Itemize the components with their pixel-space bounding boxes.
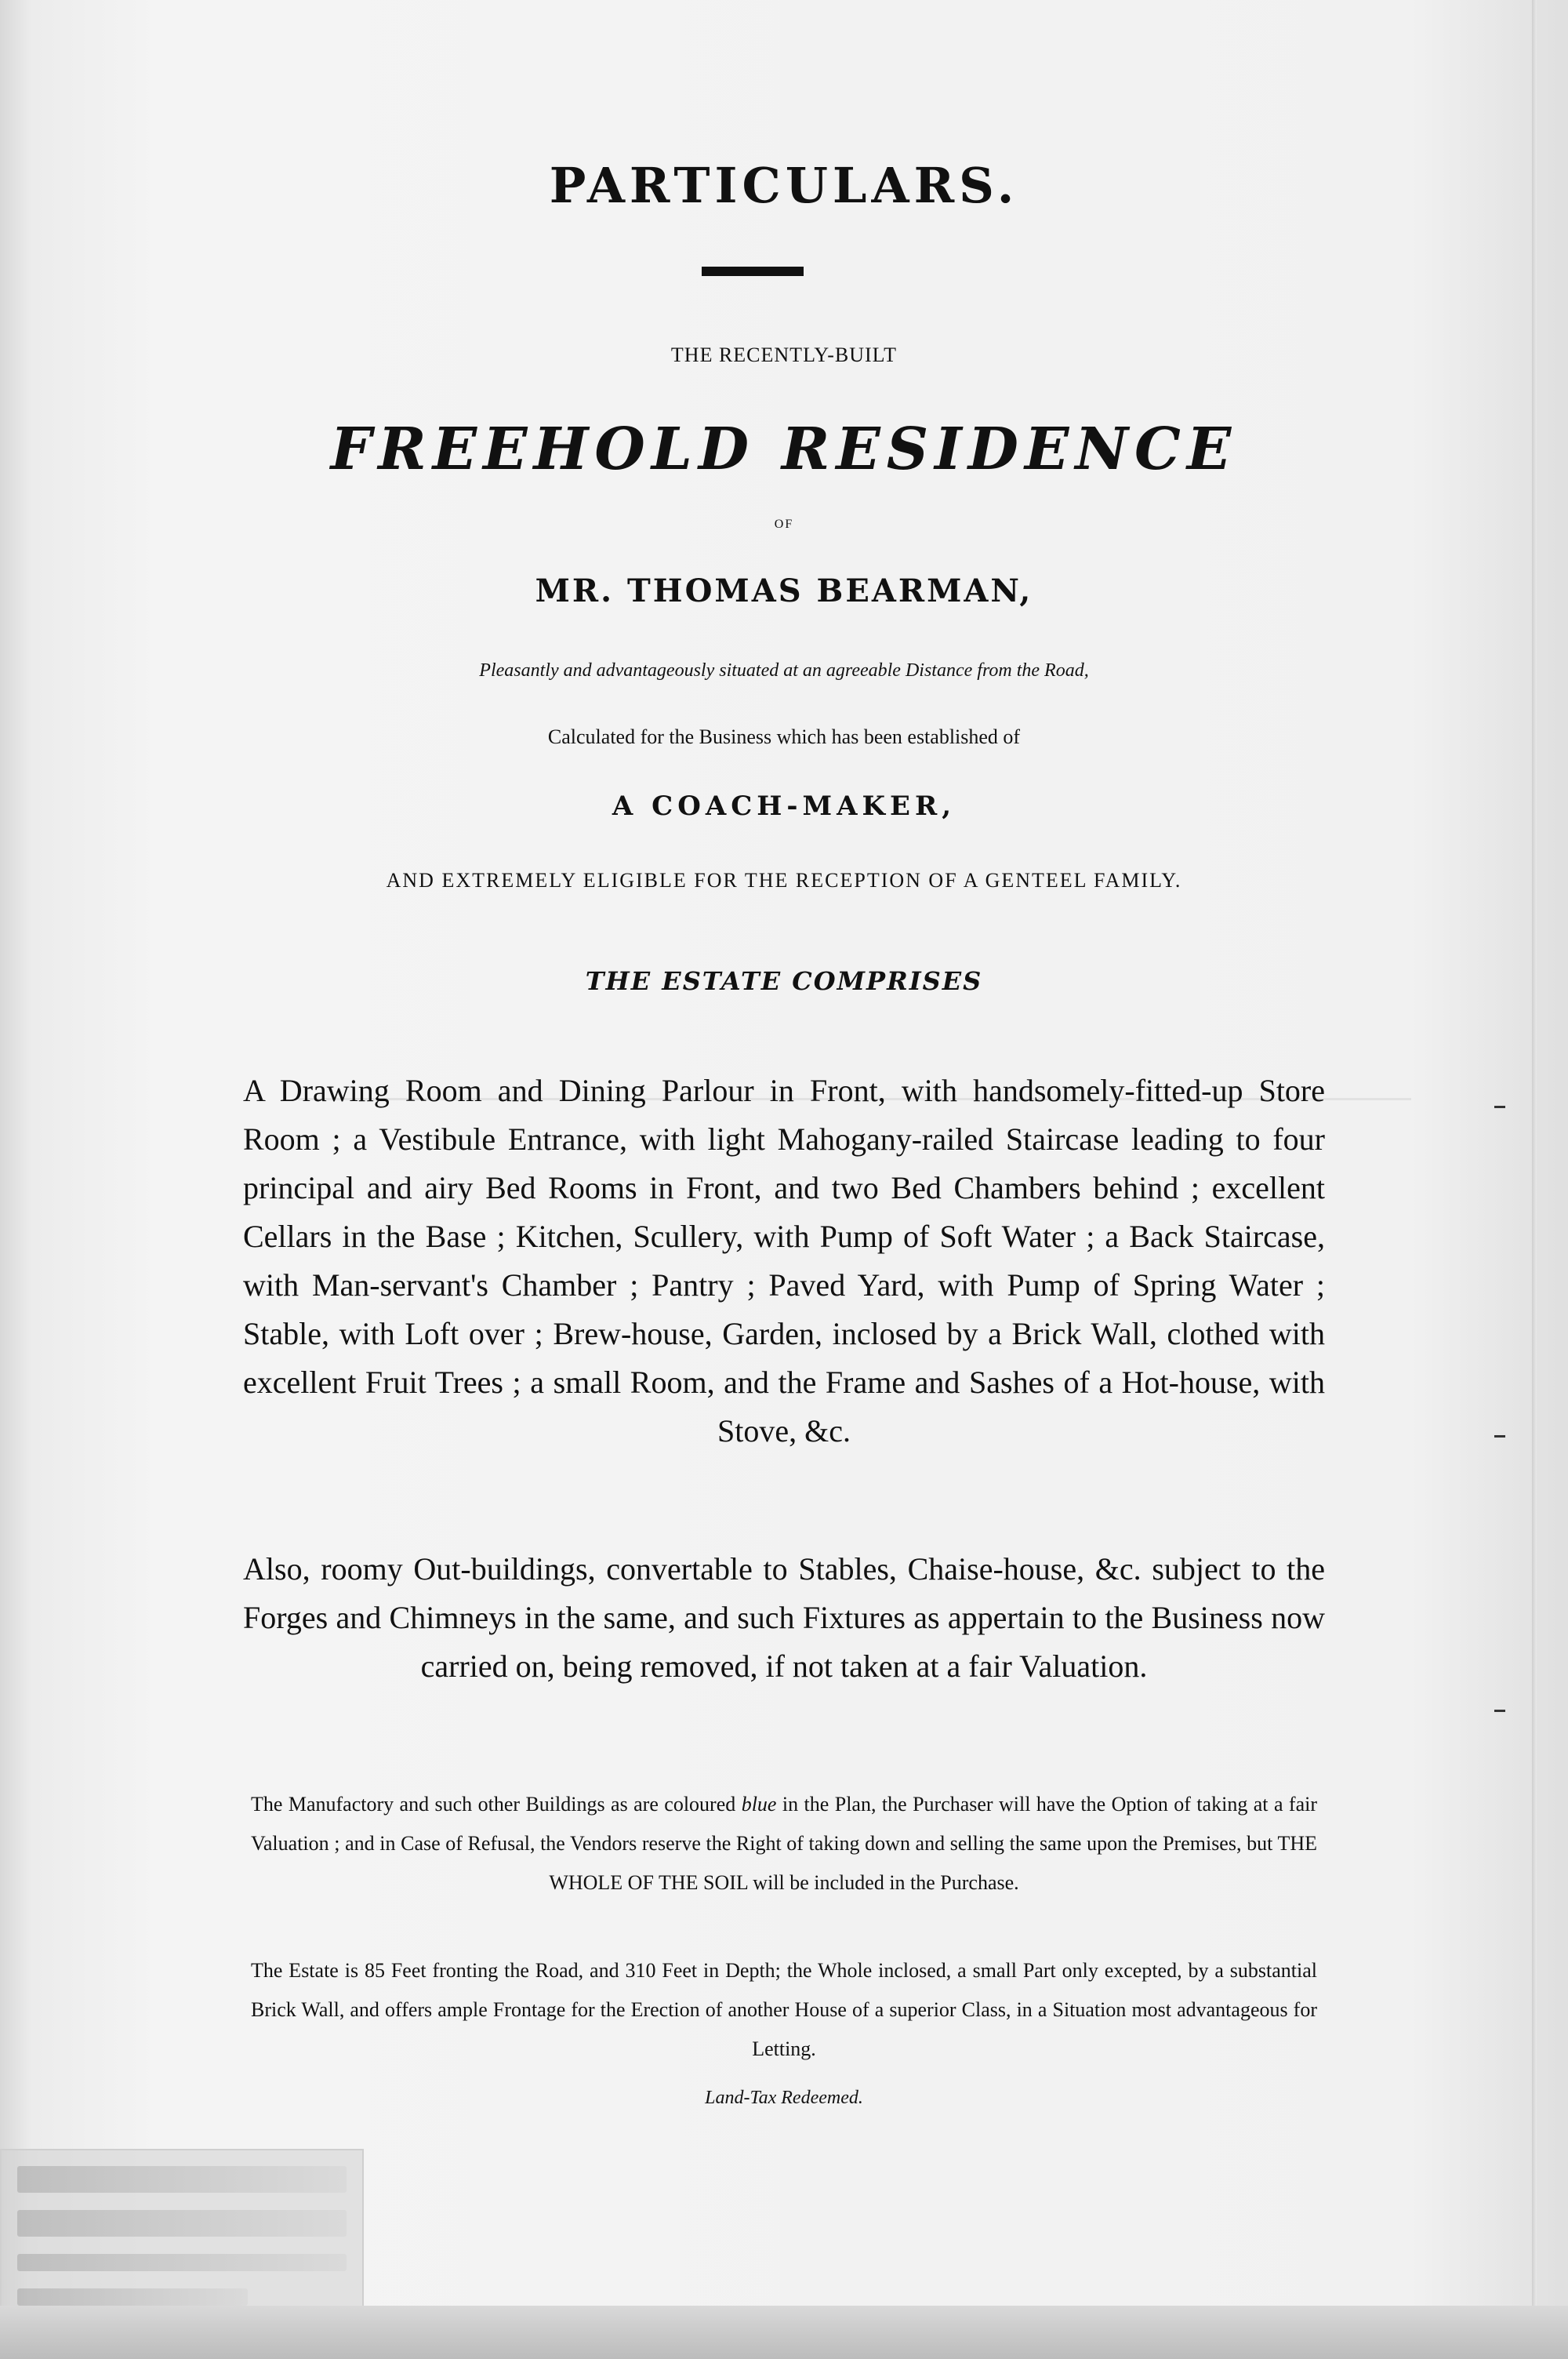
stamp-line — [17, 2254, 347, 2271]
stamp-text-lines — [17, 2166, 347, 2323]
manufactory-paragraph — [251, 1785, 1317, 1903]
of-label: OF — [774, 518, 794, 531]
eligible-line: AND EXTREMELY ELIGIBLE FOR THE RECEPTION OF A GENTEEL FAMILY. — [386, 869, 1182, 892]
document-title: PARTICULARS. — [549, 157, 1019, 214]
owner-name: MR. THOMAS BEARMAN, — [535, 572, 1033, 609]
margin-tick — [1494, 1106, 1505, 1108]
estate-description: A Drawing Room and Dining Parlour in Front, with handsomely-fitted-up Store Room ; a Vestibule Entrance, with light Mahogany-railed Staircase leading to four principal and airy Bed Rooms in Front, and two Bed Chambers behind ; excellent Cellars in the Base ; Kitchen, Scullery, with Pump of Soft Water ; a Back Staircase, with Man-servant's Chamber ; Pantry ; Paved Yard, with Pump of Spring Water ; Stable, with Loft over ; Brew-house, Garden, inclosed by a Brick Wall, clothed with excellent Fruit Trees ; a small Room, and the Frame and Sashes of a Hot-house, with Stove, &c. — [243, 1073, 1325, 1448]
landtax-line: Land-Tax Redeemed. — [705, 2088, 863, 2108]
title-rule — [702, 267, 804, 276]
manufactory-text-blue: blue — [741, 1793, 777, 1816]
paper-bottom-edge — [0, 2306, 1568, 2359]
paper-fold-right — [1532, 0, 1537, 2359]
business-heading: A COACH-MAKER, — [612, 791, 956, 822]
estate-dimensions-paragraph: The Estate is 85 Feet fronting the Road, and 310 Feet in Depth; the Whole inclosed, a small Part only excepted, by a substantial Brick Wall, and offers ample Frontage for the Erection of another House of a superior Class, in a Situation most advantageous for Letting. — [251, 1959, 1317, 2060]
stamp-line — [17, 2210, 347, 2237]
calculated-line: Calculated for the Business which has been established of — [547, 725, 1021, 748]
stamp-line — [17, 2288, 248, 2306]
margin-tick — [1494, 1435, 1505, 1438]
archive-stamp — [0, 2149, 364, 2309]
outbuildings-paragraph: Also, roomy Out-buildings, convertable to Stables, Chaise-house, &c. subject to the Forges and Chimneys in the same, and such Fixtures as appertain to the Business now carried on, being removed, if not taken at a fair Valuation. — [243, 1551, 1325, 1684]
margin-tick — [1494, 1710, 1505, 1712]
manufactory-text-a: The Manufactory and such other Buildings as are coloured — [251, 1793, 742, 1816]
comprises-heading: THE ESTATE COMPRISES — [585, 966, 983, 996]
manufactory-text-b: in the Plan, the Purchaser will have the Option of taking at a fair Valuation ; and in Case of Refusal, the Vendors reserve the Right of taking down and selling the same upon the Premises, but THE WHOLE OF THE SOIL will be included in the Purchase. — [251, 1793, 1317, 1894]
stamp-line — [17, 2166, 347, 2193]
subtitle: THE RECENTLY-BUILT — [670, 343, 898, 366]
situation-line: Pleasantly and advantageously situated at an agreeable Distance from the Road, — [479, 660, 1089, 681]
property-heading: FREEHOLD RESIDENCE — [330, 416, 1238, 483]
